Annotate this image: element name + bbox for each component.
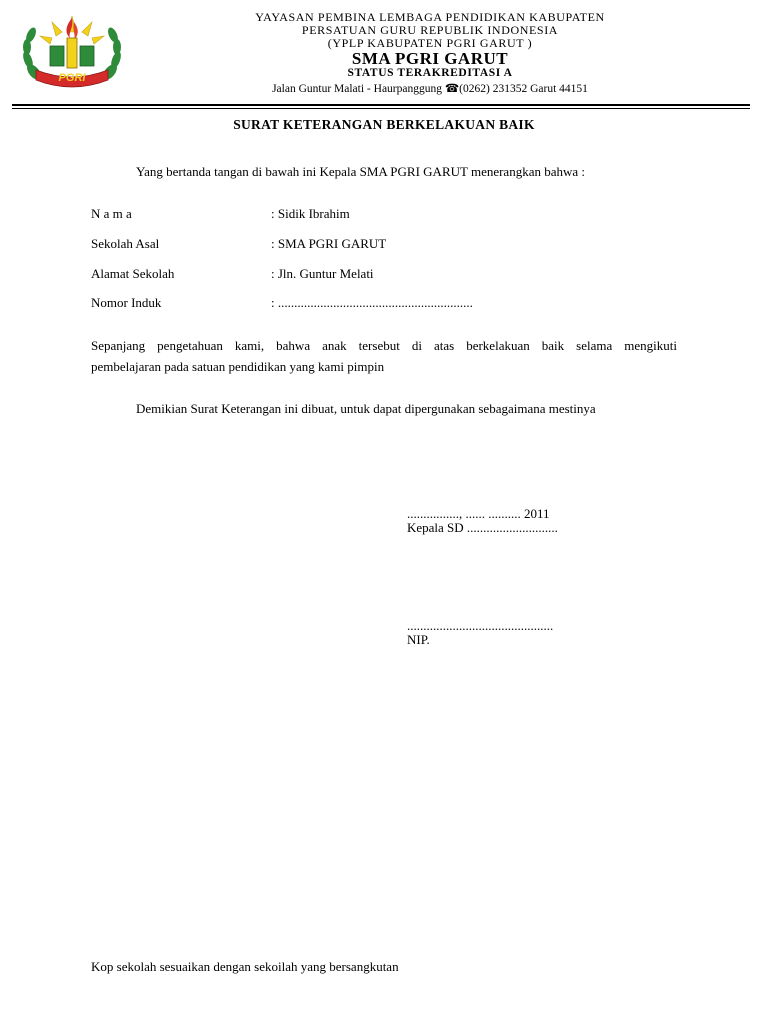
school-address: Jalan Guntur Malati - Haurpanggung ☎(0262) 231352 Garut 44151 bbox=[272, 83, 588, 95]
school-logo bbox=[12, 10, 132, 92]
body-line-2: pembelajaran pada satuan pendidikan yang kami pimpin bbox=[91, 359, 385, 374]
signature-date-line: ................, ...... .......... 2011 bbox=[407, 506, 550, 521]
field-value-student-number: : ............................................................ bbox=[271, 295, 473, 310]
field-value-address: : Jln. Guntur Melati bbox=[271, 266, 374, 281]
intro-text: Yang bertanda tangan di bawah ini Kepala SMA PGRI GARUT menerangkan bahwa : bbox=[136, 164, 586, 179]
letterhead-line-1: YAYASAN PEMBINA LEMBAGA PENDIDIKAN KABUPATEN bbox=[255, 10, 605, 24]
field-label-address: Alamat Sekolah bbox=[91, 266, 175, 281]
field-label-student-number: Nomor Induk bbox=[91, 295, 162, 310]
letterhead-line-3: (YPLP KABUPATEN PGRI GARUT ) bbox=[327, 36, 533, 50]
letterhead-divider-thin bbox=[12, 108, 750, 109]
field-label-name: N a m a bbox=[91, 206, 132, 221]
signature-position: Kepala SD ............................ bbox=[407, 520, 558, 535]
document-title: SURAT KETERANGAN BERKELAKUAN BAIK bbox=[233, 117, 535, 132]
letterhead-line-2: PERSATUAN GURU REPUBLIK INDONESIA bbox=[301, 23, 559, 37]
field-value-school: : SMA PGRI GARUT bbox=[271, 236, 387, 251]
field-label-school: Sekolah Asal bbox=[91, 236, 160, 251]
logo-text: PGRI bbox=[58, 72, 86, 84]
accreditation-status: STATUS TERAKREDITASI A bbox=[347, 67, 513, 79]
school-name: SMA PGRI GARUT bbox=[351, 49, 509, 68]
letterhead-divider-thick bbox=[12, 104, 750, 106]
signature-nip: NIP. bbox=[407, 632, 430, 647]
signature-name-line: ............................................. bbox=[407, 618, 554, 633]
field-value-name: : Sidik Ibrahim bbox=[271, 206, 350, 221]
closing-text: Demikian Surat Keterangan ini dibuat, untuk dapat dipergunakan sebagaimana mestinya bbox=[136, 401, 596, 416]
body-line-1: Sepanjang pengetahuan kami, bahwa anak tersebut di atas berkelakuan baik selama mengikuti bbox=[91, 338, 677, 353]
footnote-text: Kop sekolah sesuaikan dengan sekoilah yang bersangkutan bbox=[91, 959, 399, 974]
